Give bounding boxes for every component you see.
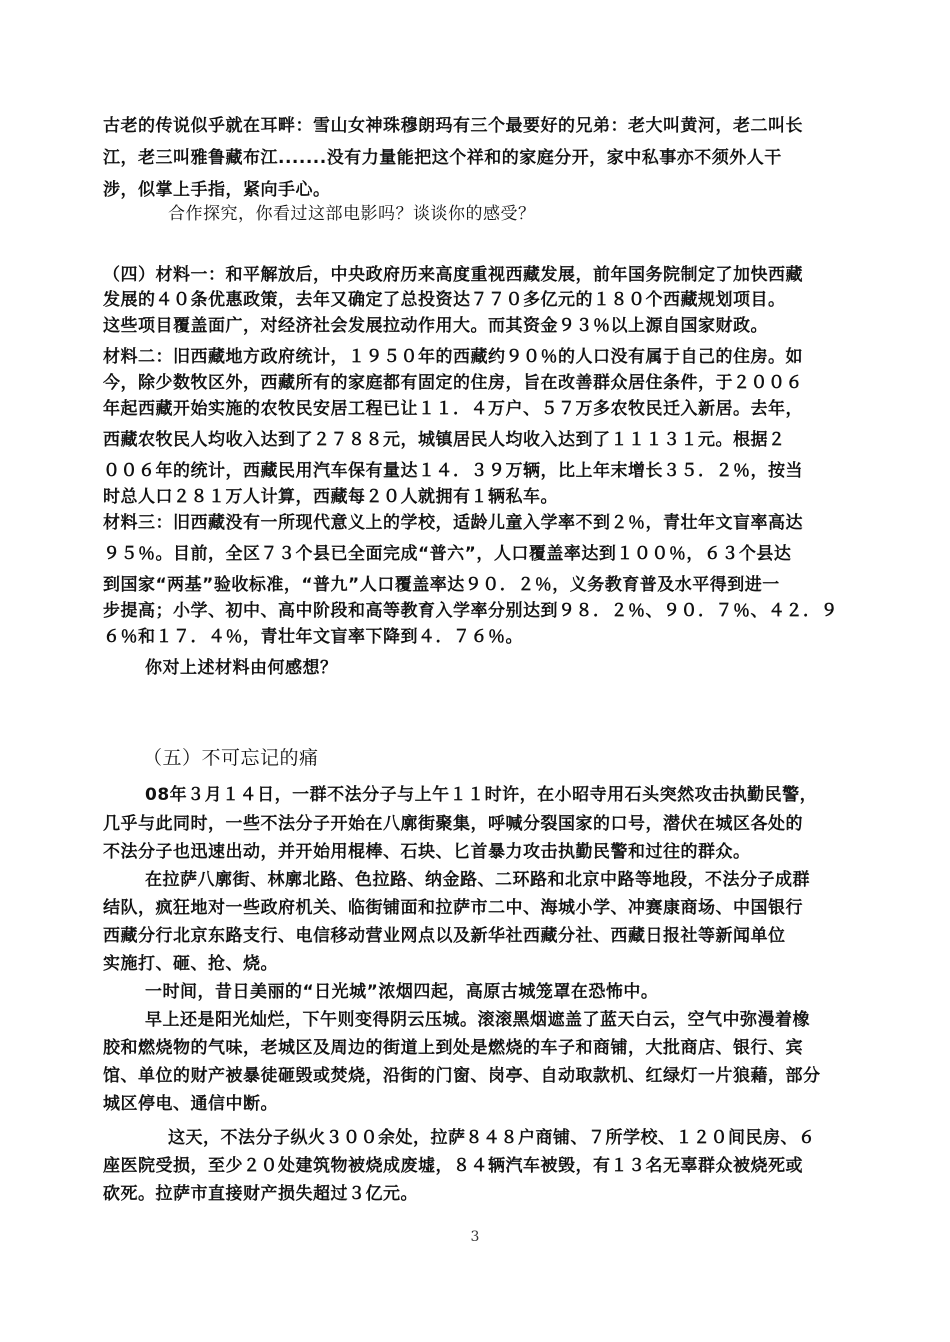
paragraph-line: 实施打、砸、抢、烧。: [103, 954, 278, 974]
page-number: 3: [470, 1229, 480, 1245]
paragraph-line: 材料二：旧西藏地方政府统计，１９５０年的西藏约９０％的人口没有属于自己的住房。如: [103, 347, 803, 367]
paragraph-line: 步提高；小学、初中、高中阶段和高等教育入学率分别达到９８．２％、９０．７％、４２．９: [103, 601, 838, 621]
paragraph-line: 一时间，昔日美丽的“日光城”浓烟四起，高原古城笼罩在恐怖中。: [145, 982, 659, 1002]
paragraph-line: 古老的传说似乎就在耳畔：雪山女神珠穆朗玛有三个最要好的兄弟：老大叫黄河，老二叫长: [103, 116, 803, 136]
paragraph-line: 江，老三叫雅鲁藏布江.......没有力量能把这个祥和的家庭分开，家中私事亦不须外人干: [103, 148, 782, 168]
paragraph-line: 馆、单位的财产被暴徒砸毁或焚烧，沿街的门窗、岗亭、自动取款机、红绿灯一片狼藉，部分: [103, 1066, 821, 1086]
paragraph-line: 在拉萨八廓街、林廓北路、色拉路、纳金路、二环路和北京中路等地段，不法分子成群: [145, 870, 810, 890]
paragraph-line: 西藏农牧民人均收入达到了２７８８元，城镇居民人均收入达到了１１１３１元。根据２: [103, 430, 786, 450]
paragraph-line: 早上还是阳光灿烂，下午则变得阴云压城。滚滚黑烟遮盖了蓝天白云，空气中弥漫着橡: [145, 1010, 810, 1030]
paragraph-line: ９５％。目前，全区７３个县已全面完成“普六”，人口覆盖率达到１００％，６３个县达: [103, 544, 792, 564]
paragraph-line: 到国家“两基”验收标准，“普九”人口覆盖率达９０．２％，义务教育普及水平得到进一: [103, 575, 780, 595]
paragraph-line: 今，除少数牧区外，西藏所有的家庭都有固定的住房，旨在改善群众居住条件，于２００６: [103, 373, 803, 393]
paragraph-line: 结队，疯狂地对一些政府机关、临街铺面和拉萨市二中、海城小学、冲赛康商场、中国银行: [103, 898, 803, 918]
discussion-question: 你对上述材料由何感想？: [145, 658, 338, 678]
paragraph-line: 这天，不法分子纵火３００余处，拉萨８４８户商铺、７所学校、１２０间民房、６: [168, 1128, 816, 1148]
paragraph-line: ００６年的统计，西藏民用汽车保有量达１４．３９万辆，比上年末增长３５．２％，按当: [103, 461, 803, 481]
paragraph-line: 涉，似掌上手指，紧向手心。: [103, 180, 331, 200]
paragraph-line: 胶和燃烧物的气味，老城区及周边的街道上到处是燃烧的车子和商铺，大批商店、银行、宾: [103, 1038, 803, 1058]
paragraph-line: 材料三：旧西藏没有一所现代意义上的学校，适龄儿童入学率不到２％，青壮年文盲率高达: [103, 513, 803, 533]
paragraph-line: 砍死。拉萨市直接财产损失超过３亿元。: [103, 1184, 418, 1204]
paragraph-line: 这些项目覆盖面广，对经济社会发展拉动作用大。而其资金９３％以上源自国家财政。: [103, 316, 768, 336]
section-heading: （五）不可忘记的痛: [143, 748, 319, 769]
paragraph-line: 发展的４０条优惠政策，去年又确定了总投资达７７０多亿元的１８０个西藏规划项目。: [103, 290, 786, 310]
paragraph-line: 西藏分行北京东路支行、电信移动营业网点以及新华社西藏分社、西藏日报社等新闻单位: [103, 926, 786, 946]
paragraph-line: 时总人口２８１万人计算，西藏每２０人就拥有１辆私车。: [103, 487, 558, 507]
paragraph-line: 08年３月１４日，一群不法分子与上午１１时许，在小昭寺用石头突然攻击执勤民警，: [145, 785, 818, 805]
paragraph-line: 几乎与此同时，一些不法分子开始在八廓街聚集，呼喊分裂国家的口号，潜伏在城区各处的: [103, 814, 803, 834]
paragraph-line: （四）材料一：和平解放后，中央政府历来高度重视西藏发展，前年国务院制定了加快西藏: [103, 265, 803, 285]
paragraph-line: 座医院受损，至少２０处建筑物被烧成废墟，８４辆汽车被毁，有１３名无辜群众被烧死或: [103, 1156, 803, 1176]
paragraph-line: 城区停电、通信中断。: [103, 1094, 278, 1114]
paragraph-line: 不法分子也迅速出动，并开始用棍棒、石块、匕首暴力攻击执勤民警和过往的群众。: [103, 842, 751, 862]
discussion-question: 合作探究，你看过这部电影吗？谈谈你的感受？: [168, 204, 536, 224]
paragraph-line: ６％和１７．４％，青壮年文盲率下降到４．７６％。: [103, 627, 523, 647]
paragraph-line: 年起西藏开始实施的农牧民安居工程已让１１．４万户、５７万多农牧民迁入新居。去年，: [103, 399, 803, 419]
